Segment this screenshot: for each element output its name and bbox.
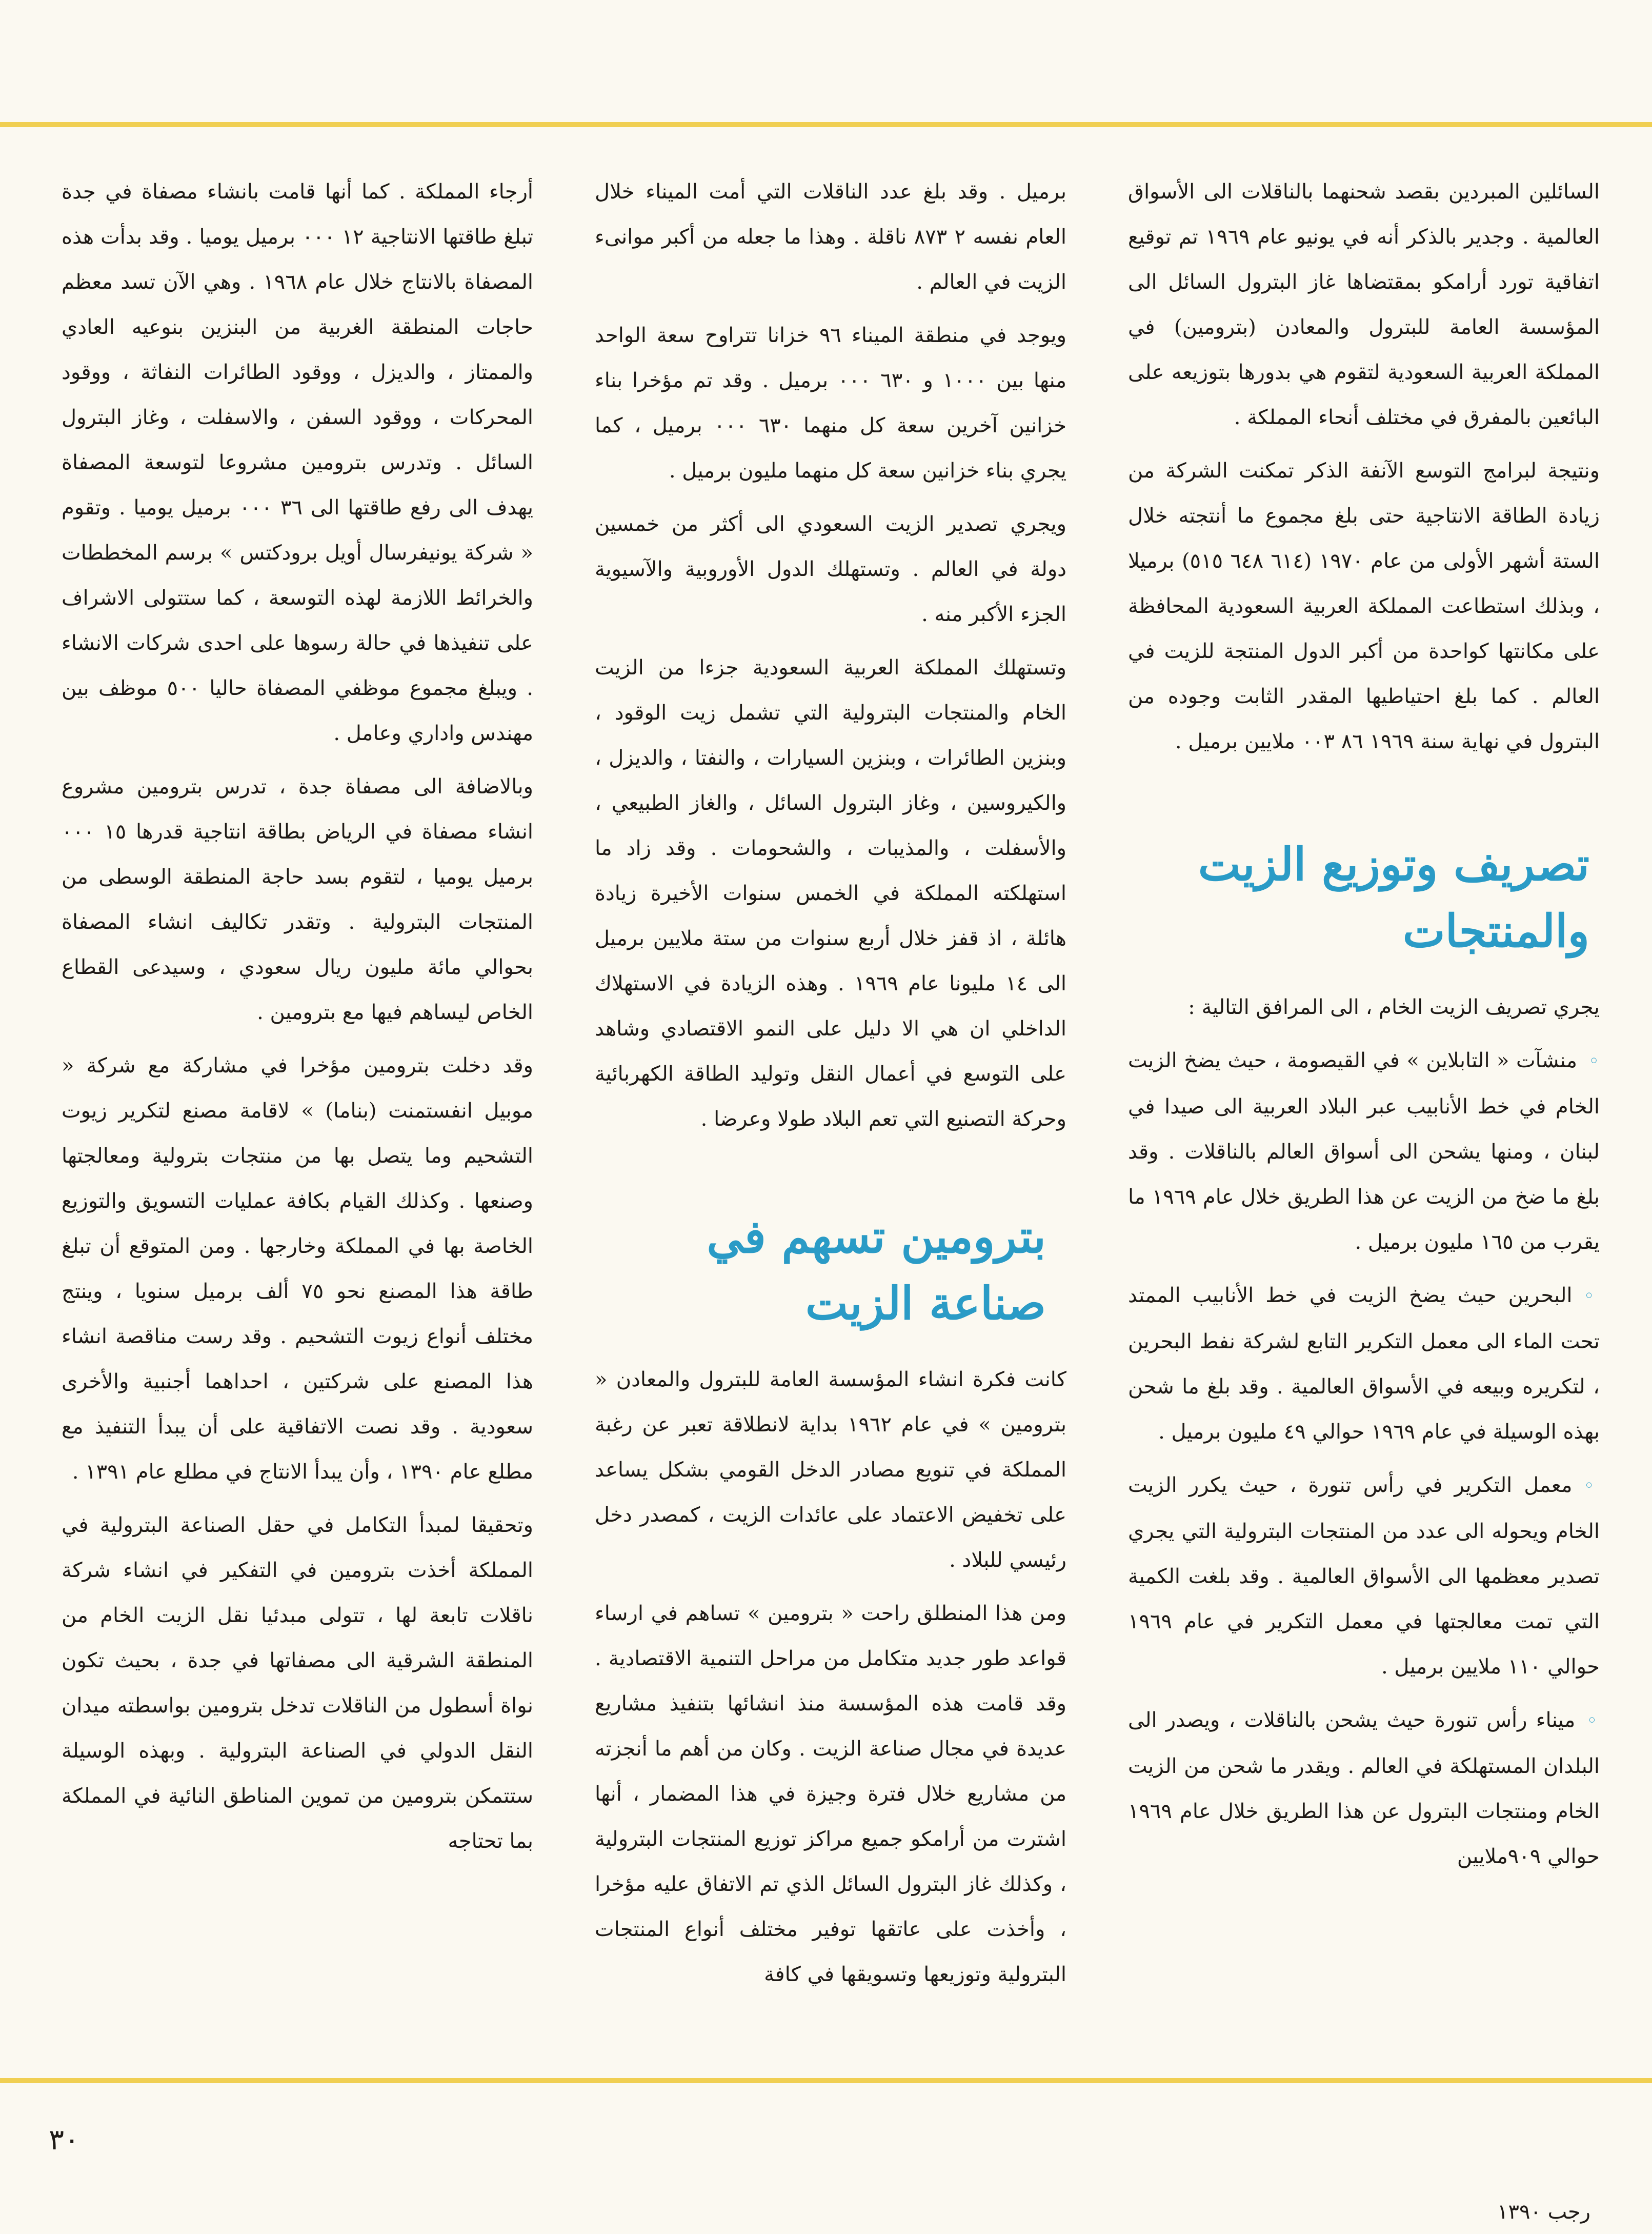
article-columns (62, 169, 1600, 2041)
paragraph: وتحقيقا لمبدأ التكامل في حقل الصناعة البترولية في المملكة أخذت بترومين في التفكير في انشاء شركة ناقلات تابعة لها ، تتولى مبدئيا نقل الزيت الخام من المنطقة الشرقية الى مصفاتها في جدة ، بحيث تكون نواة أسطول من الناقلات تدخل بترومين بواسطته ميدان النقل الدولي في الصناعة البترولية . وبهذه الوسيلة ستتمكن بترومين من تموين المناطق النائية في المملكة بما تحتاجه (62, 1513, 533, 1853)
paragraph: ويجري تصدير الزيت السعودي الى أكثر من خمسين دولة في العالم . وتستهلك الدول الأوروبية والآسيوية الجزء الأكبر منه . (595, 512, 1066, 626)
bullet-item: ◦ معمل التكرير في رأس تنورة ، حيث يكرر الزيت الخام ويحوله الى عدد من المنتجات البترولية التي يجري تصدير معظمها الى الأسواق العالمية . وقد بلغت الكمية التي تمت معالجتها في معمل التكرير في عام ١٩٦٩ حوالي ١١٠ ملايين برميل . (1128, 1463, 1600, 1689)
paragraph: ومن هذا المنطلق راحت « بترومين » تساهم في ارساء قواعد طور جديد متكامل من مراحل التنمية الاقتصادية . وقد قامت هذه المؤسسة منذ انشائها بتنفيذ مشاريع عديدة في مجال صناعة الزيت . وكان من أهم ما أنجزته من مشاريع خلال فترة وجيزة في هذا المضمار ، أنها اشترت من أرامكو جميع مراكز توزيع المنتجات البترولية ، وكذلك غاز البترول السائل الذي تم الاتفاق عليه مؤخرا ، وأخذت على عاتقها توفير مختلف أنواع المنتجات البترولية وتوزيعها وتسويقها في كافة (595, 1602, 1066, 1986)
paragraph: وتستهلك المملكة العربية السعودية جزءا من الزيت الخام والمنتجات البترولية التي تشمل زيت الوقود ، وبنزين الطائرات ، وبنزين السيارات ، والنفتا ، والديزل ، والكيروسين ، وغاز البترول السائل ، والغاز الطبيعي ، والأسفلت ، والمذيبات ، والشحومات . وقد زاد ما استهلكته المملكة في الخمس سنوات الأخيرة زيادة هائلة ، اذ قفز خلال أربع سنوات من ستة ملايين برميل الى ١٤ مليونا عام ١٩٦٩ . وهذه الزيادة في الاستهلاك الداخلي ان هي الا دليل على النمو الاقتصادي وشاهد على التوسع في أعمال النقل وتوليد الطاقة الكهربائية وحركة التصنيع التي تعم البلاد طولا وعرضا . (595, 656, 1066, 1131)
section-heading-distribution: تصريف وتوزيع الزيت والمنتجات (1198, 837, 1589, 958)
paragraph: أرجاء المملكة . كما أنها قامت بانشاء مصفاة في جدة تبلغ طاقتها الانتاجية ١٢ ٠٠٠ برميل يوميا . وقد بدأت هذه المصفاة بالانتاج خلال عام ١٩٦٨ . وهي الآن تسد معظم حاجات المنطقة الغربية من البنزين بنوعيه العادي والممتاز ، والديزل ، ووقود الطائرات النفاثة ، ووقود المحركات ، ووقود السفن ، والاسفلت ، وغاز البترول السائل . وتدرس بترومين مشروعا لتوسعة المصفاة يهدف الى رفع طاقتها الى ٣٦ ٠٠٠ برميل يوميا . وتقوم « شركة يونيفرسال أويل برودكتس » برسم المخططات والخرائط اللازمة لهذه التوسعة ، كما ستتولى الاشراف على تنفيذها في حالة رسوها على احدى شركات الانشاء . ويبلغ مجموع موظفي المصفاة حاليا ٥٠٠ موظف بين مهندس واداري وعامل . (62, 180, 533, 745)
paragraph: وقد دخلت بترومين مؤخرا في مشاركة مع شركة « موبيل انفستمنت (بناما) » لاقامة مصنع لتكرير زيوت التشحيم وما يتصل بها من منتجات بترولية ومعالجتها وصنعها . وكذلك القيام بكافة عمليات التسويق والتوزيع الخاصة بها في المملكة وخارجها . ومن المتوقع أن تبلغ طاقة هذا المصنع نحو ٧٥ ألف برميل سنويا ، وينتج مختلف أنواع زيوت التشحيم . وقد رست مناقصة انشاء هذا المصنع على شركتين ، احداهما أجنبية والأخرى سعودية . وقد نصت الاتفاقية على أن يبدأ التنفيذ مع مطلع عام ١٣٩٠ ، وأن يبدأ الانتاج في مطلع عام ١٣٩١ . (62, 1054, 533, 1484)
paragraph: السائلين المبردين بقصد شحنهما بالناقلات الى الأسواق العالمية . وجدير بالذكر أنه في يونيو عام ١٩٦٩ تم توقيع اتفاقية تورد أرامكو بمقتضاها غاز البترول السائل الى المؤسسة العامة للبترول والمعادن (بترومين) في المملكة العربية السعودية لتقوم هي بدورها بتوزيعه على البائعين بالمفرق في مختلف أنحاء المملكة . (1128, 180, 1600, 429)
bullet-item: ◦ البحرين حيث يضخ الزيت في خط الأنابيب الممتد تحت الماء الى معمل التكرير التابع لشركة نفط البحرين ، لتكريره وبيعه في الأسواق العالمية . وقد بلغ ما شحن بهذه الوسيلة في عام ١٩٦٩ حوالي ٤٩ مليون برميل . (1128, 1273, 1600, 1454)
page-number: ٣٠ (49, 2123, 80, 2157)
paragraph: برميل . وقد بلغ عدد الناقلات التي أمت الميناء خلال العام نفسه ٢ ٨٧٣ ناقلة . وهذا ما جعله من أكبر موانىء الزيت في العالم . (595, 180, 1066, 294)
column-left (62, 169, 533, 2041)
section-heading-petromin: بترومين تسهم في صناعة الزيت (707, 1210, 1046, 1330)
column-middle (595, 169, 1066, 2041)
paragraph: ويوجد في منطقة الميناء ٩٦ خزانا تتراوح سعة الواحد منها بين ١٠٠٠ و ٦٣٠ ٠٠٠ برميل . وقد تم مؤخرا بناء خزانين آخرين سعة كل منهما ٦٣٠ ٠٠٠ برميل ، كما يجري بناء خزانين سعة كل منهما مليون برميل . (595, 324, 1066, 483)
paragraph: يجري تصريف الزيت الخام ، الى المرافق التالية : (1188, 995, 1600, 1019)
paragraph: ونتيجة لبرامج التوسع الآنفة الذكر تمكنت الشركة من زيادة الطاقة الانتاجية حتى بلغ مجموع ما أنتجته خلال الستة أشهر الأولى من عام ١٩٧٠ (٦١٤ ٦٤٨ ٥١٥) برميلا ، وبذلك استطاعت المملكة العربية السعودية المحافظة على مكانتها كواحدة من أكبر الدول المنتجة للزيت في العالم . كما بلغ احتياطيها المقدر الثابت وجوده من البترول في نهاية سنة ١٩٦٩ ٨٦ ٠٠٣ ملايين برميل . (1128, 459, 1600, 753)
bullet-item: ◦ ميناء رأس تنورة حيث يشحن بالناقلات ، ويصدر الى البلدان المستهلكة في العالم . ويقدر ما شحن من الزيت الخام ومنتجات البترول عن هذا الطريق خلال عام ١٩٦٩ حوالي ٩٠٩ملايين (1128, 1698, 1600, 1879)
issue-date: رجب ١٣٩٠ (1497, 2200, 1590, 2224)
paragraph: وبالاضافة الى مصفاة جدة ، تدرس بترومين مشروع انشاء مصفاة في الرياض بطاقة انتاجية قدرها ١٥ ٠٠٠ برميل يوميا ، لتقوم بسد حاجة المنطقة الوسطى من المنتجات البترولية . وتقدر تكاليف انشاء المصفاة بحوالي مائة مليون ريال سعودي ، وسيدعى القطاع الخاص ليساهم فيها مع بترومين . (62, 775, 533, 1024)
top-rule (0, 122, 1652, 127)
bullet-item: ◦ منشآت « التابلاين » في القيصومة ، حيث يضخ الزيت الخام في خط الأنابيب عبر البلاد العربية الى صيدا في لبنان ، ومنها يشحن الى أسواق العالم بالناقلات . وقد بلغ ما ضخ من الزيت عن هذا الطريق خلال عام ١٩٦٩ ما يقرب من ١٦٥ مليون برميل . (1128, 1038, 1600, 1265)
bottom-rule (0, 2078, 1652, 2083)
column-right (1128, 169, 1600, 2041)
paragraph: كانت فكرة انشاء المؤسسة العامة للبترول والمعادن « بترومين » في عام ١٩٦٢ بداية لانطلاقة تعبر عن رغبة المملكة في تنويع مصادر الدخل القومي بشكل يساعد على تخفيض الاعتماد على عائدات الزيت ، كمصدر دخل رئيسي للبلاد . (595, 1368, 1066, 1572)
